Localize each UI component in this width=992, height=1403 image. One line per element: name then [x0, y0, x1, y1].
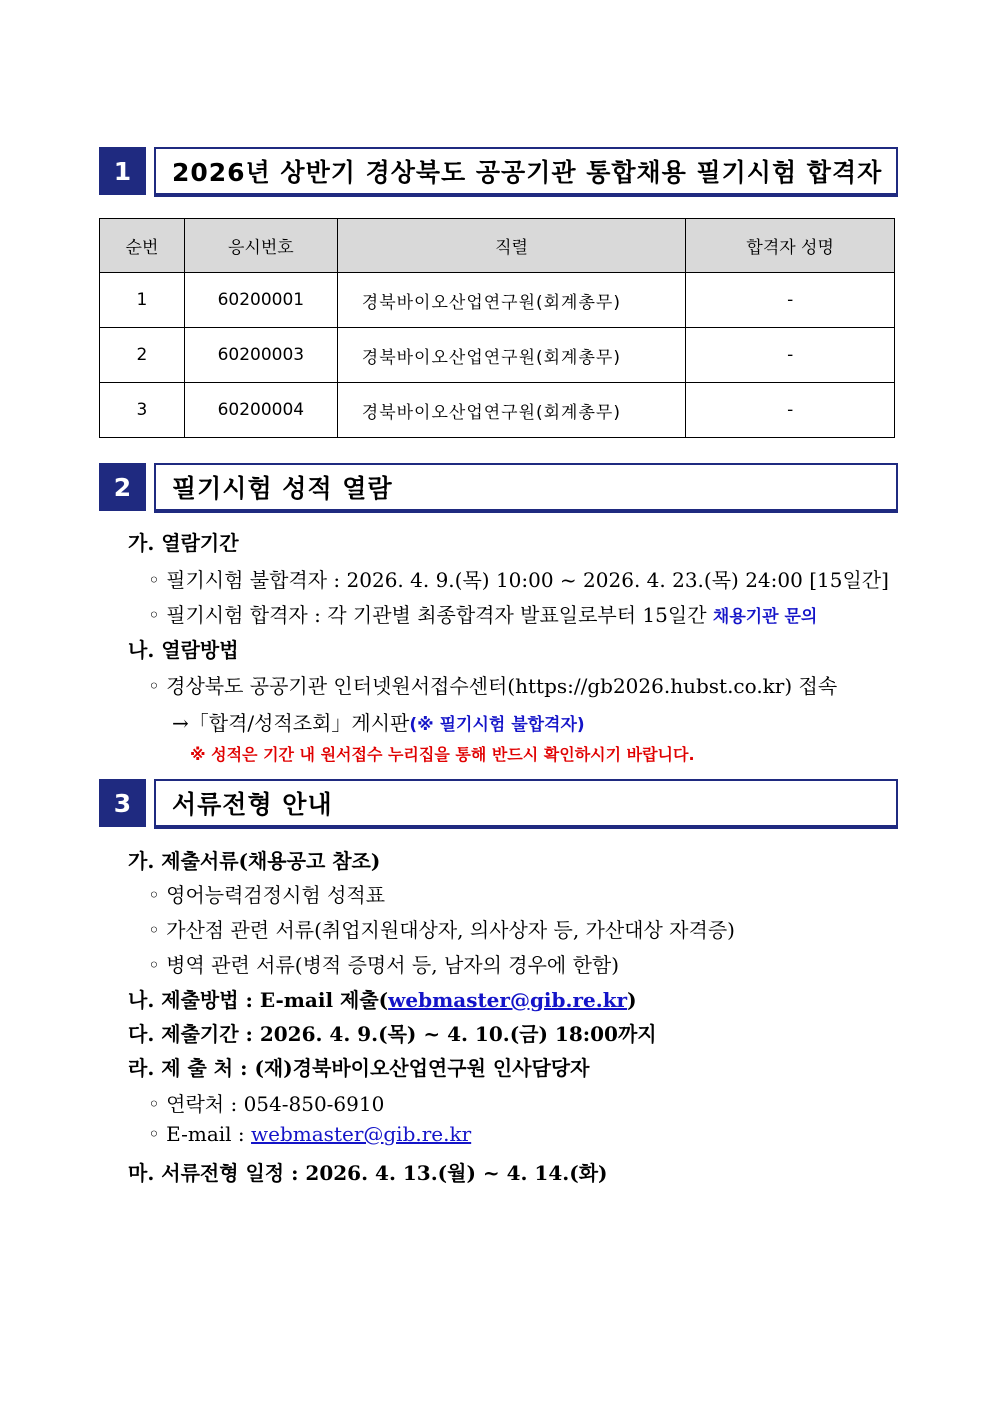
cell-position: 경북바이오산업연구원(회계총무) [337, 383, 686, 438]
cell-position: 경북바이오산업연구원(회계총무) [337, 328, 686, 383]
header-seq: 순번 [100, 219, 185, 273]
cell-name: - [686, 328, 895, 383]
cell-position: 경북바이오산업연구원(회계총무) [337, 273, 686, 328]
cell-seq: 3 [100, 383, 185, 438]
submission-method-text: 나. 제출방법 : E-mail 제출( [128, 988, 389, 1012]
section-3-title: 서류전형 안내 [154, 779, 898, 827]
submission-method-close: ) [627, 988, 637, 1012]
section-1-number: 1 [99, 147, 146, 195]
table-header-row [100, 219, 895, 273]
section-2-title: 필기시험 성적 열람 [154, 463, 898, 511]
cell-name: - [686, 273, 895, 328]
viewing-period-passed [148, 599, 817, 628]
document-item: ◦ 가산점 관련 서류(취업지원대상자, 의사상자 등, 가산대상 자격증) [148, 918, 735, 942]
document-item: ◦ 병역 관련 서류(병적 증명서 등, 남자의 경우에 한함) [148, 953, 620, 977]
contact-email [148, 1122, 471, 1146]
failed-only-note: (※ 필기시험 불합격자) [409, 715, 585, 735]
submission-method [128, 984, 637, 1013]
document-item: ◦ 영어능력검정시험 성적표 [148, 883, 386, 907]
results-table [99, 218, 895, 438]
viewing-method-site: ◦ 경상북도 공공기관 인터넷원서접수센터(https://gb2026.hubst.co.kr) 접속 [148, 674, 838, 698]
score-check-notice: ※ 성적은 기간 내 원서접수 누리집을 통해 반드시 확인하시기 바랍니다. [190, 745, 695, 764]
documents-heading: 가. 제출서류(채용공고 참조) [128, 849, 381, 873]
viewing-method-board [172, 707, 585, 736]
cell-exam-number: 60200004 [184, 383, 337, 438]
viewing-period-heading: 가. 열람기간 [128, 531, 239, 555]
header-exam-number: 응시번호 [184, 219, 337, 273]
contact-phone: ◦ 연락처 : 054-850-6910 [148, 1092, 385, 1116]
contact-email-label: ◦ E-mail : [148, 1122, 252, 1146]
cell-seq: 1 [100, 273, 185, 328]
contact-agency-note: 채용기관 문의 [712, 607, 818, 627]
cell-exam-number: 60200001 [184, 273, 337, 328]
submission-email-link[interactable]: webmaster@gib.re.kr [388, 988, 628, 1012]
section-2-number: 2 [99, 463, 146, 511]
section-2-header [99, 463, 898, 511]
section-1-title: 2026년 상반기 경상북도 공공기관 통합채용 필기시험 합격자 [154, 147, 898, 195]
table-row [100, 383, 895, 438]
table-row [100, 273, 895, 328]
contact-email-link[interactable]: webmaster@gib.re.kr [251, 1122, 472, 1146]
section-3-number: 3 [99, 779, 146, 827]
viewing-period-passed-text: ◦ 필기시험 합격자 : 각 기관별 최종합격자 발표일로부터 15일간 [148, 603, 713, 627]
submission-place: 라. 제 출 처 : (재)경북바이오산업연구원 인사담당자 [128, 1056, 590, 1080]
header-position: 직렬 [337, 219, 686, 273]
cell-exam-number: 60200003 [184, 328, 337, 383]
cell-name: - [686, 383, 895, 438]
screening-schedule: 마. 서류전형 일정 : 2026. 4. 13.(월) ~ 4. 14.(화) [128, 1161, 608, 1185]
cell-seq: 2 [100, 328, 185, 383]
board-text: →「합격/성적조회」게시판 [172, 711, 410, 735]
section-1-header [99, 147, 898, 195]
table-row [100, 328, 895, 383]
viewing-period-failed: ◦ 필기시험 불합격자 : 2026. 4. 9.(목) 10:00 ~ 2026. 4. 23.(목) 24:00 [15일간] [148, 568, 889, 592]
submission-period: 다. 제출기간 : 2026. 4. 9.(목) ~ 4. 10.(금) 18:00까지 [128, 1022, 657, 1046]
header-name: 합격자 성명 [686, 219, 895, 273]
section-3-header [99, 779, 898, 827]
viewing-method-heading: 나. 열람방법 [128, 638, 239, 662]
